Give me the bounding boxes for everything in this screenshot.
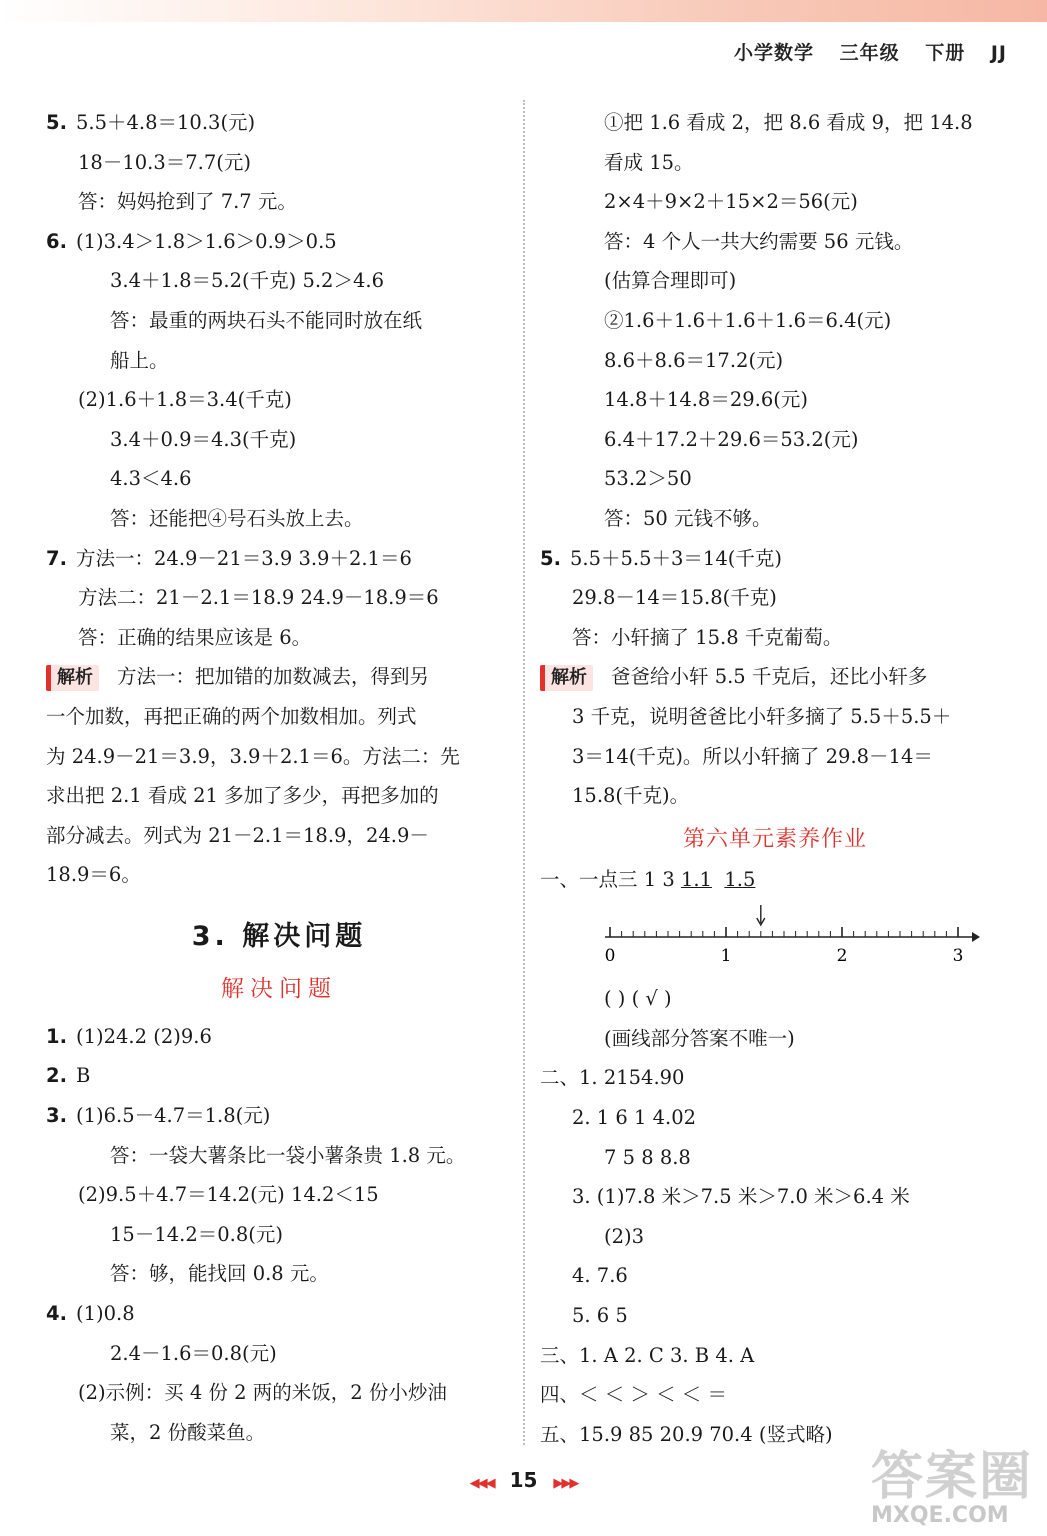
- answer-line: 5. 6 5: [572, 1304, 628, 1328]
- answer-line: 答：50 元钱不够。: [604, 506, 772, 530]
- answer-line: 3. (1)7.8 米＞7.5 米＞7.0 米＞6.4 米: [572, 1185, 910, 1209]
- answer-line: 14.8＋14.8＝29.6(元): [604, 388, 808, 412]
- header-volume: 下册: [925, 42, 966, 64]
- page-header: [716, 38, 1007, 65]
- header-band: [0, 0, 1047, 22]
- page-number: 15: [509, 1468, 538, 1492]
- header-subject: 小学数学: [733, 42, 814, 64]
- analysis-tag: 解析: [46, 665, 99, 691]
- answer-line: 7 5 8 8.8: [604, 1145, 691, 1169]
- answer-line: 1. (1)24.2 (2)9.6: [46, 1024, 212, 1048]
- answer-line: 5. 5.5＋5.5＋3＝14(千克): [540, 546, 782, 570]
- number-line: [540, 899, 1010, 979]
- sub-title: 解决问题: [221, 975, 337, 1002]
- answer-line: 答：小轩摘了 15.8 千克葡萄。: [572, 625, 843, 649]
- answer-line: 18－10.3＝7.7(元): [78, 150, 251, 174]
- answer-line: 2.4－1.6＝0.8(元): [110, 1341, 277, 1365]
- answer-line: 2. 1 6 1 4.02: [572, 1106, 697, 1130]
- column-divider: [523, 100, 525, 1445]
- number-line-label: 3: [952, 946, 964, 967]
- underlined-answer: 1.1: [680, 867, 712, 891]
- analysis-line: 15.8(千克)。: [572, 784, 690, 808]
- answer-line: 8.6＋8.6＝17.2(元): [604, 348, 784, 372]
- answer-line: 答：一袋大薯条比一袋小薯条贵 1.8 元。: [110, 1143, 466, 1167]
- answer-line: 4.3＜4.6: [110, 467, 192, 491]
- left-column: [46, 103, 512, 1452]
- answer-line: 船上。: [110, 348, 169, 372]
- answer-line: 29.8－14＝15.8(千克): [572, 586, 777, 610]
- answer-line: 4. 7.6: [572, 1264, 628, 1288]
- analysis-line: 解析 方法一：把加错的加数减去，得到另: [46, 657, 512, 697]
- answer-line: 7. 方法一：24.9－21＝3.9 3.9＋2.1＝6: [46, 546, 412, 570]
- answer-line: 答：还能把④号石头放上去。: [110, 506, 364, 530]
- answer-line: 看成 15。: [604, 150, 694, 174]
- answer-line: (2)3: [604, 1224, 645, 1248]
- answer-line: 三、1. A 2. C 3. B 4. A: [540, 1343, 755, 1367]
- analysis-line: 解析 爸爸给小轩 5.5 千克后，还比小轩多: [540, 657, 1010, 697]
- analysis-line: 3 千克，说明爸爸比小轩多摘了 5.5＋5.5＋: [572, 704, 952, 728]
- number-line-svg: [600, 899, 980, 979]
- answer-line: 答：4 个人一共大约需要 56 元钱。: [604, 229, 914, 253]
- underlined-answer: 1.5: [724, 867, 756, 891]
- answer-line: (2)示例：买 4 份 2 两的米饭，2 份小炒油: [78, 1381, 447, 1405]
- analysis-tag: 解析: [540, 665, 593, 691]
- answer-line: 15－14.2＝0.8(元): [110, 1222, 283, 1246]
- answer-line: 五、15.9 85 20.9 70.4 (竖式略): [540, 1422, 833, 1446]
- answer-line: 3.4＋0.9＝4.3(千克): [110, 427, 297, 451]
- answer-line: 方法二：21－2.1＝18.9 24.9－18.9＝6: [78, 586, 439, 610]
- answer-line: 一、一点三 1 3 1.1 1.5: [540, 867, 756, 891]
- prev-arrows-icon: ◀◀◀: [469, 1476, 494, 1491]
- answer-line: ①把 1.6 看成 2，把 8.6 看成 9，把 14.8: [604, 111, 973, 134]
- answer-line: 3. (1)6.5－4.7＝1.8(元): [46, 1104, 271, 1128]
- answer-line: 二、1. 2154.90: [540, 1066, 685, 1090]
- answer-line: 6.4＋17.2＋29.6＝53.2(元): [604, 427, 859, 451]
- analysis-line: 部分减去。列式为 21－2.1＝18.9，24.9－: [46, 823, 429, 847]
- answer-line: 2. B: [46, 1064, 91, 1088]
- number-line-label: 2: [836, 946, 848, 967]
- number-line-ticks: [610, 927, 958, 937]
- answer-line: 答：妈妈抢到了 7.7 元。: [78, 190, 297, 214]
- answer-line: 5. 5.5＋4.8＝10.3(元): [46, 111, 256, 134]
- analysis-line: 求出把 2.1 看成 21 多加了多少，再把多加的: [46, 784, 439, 808]
- answer-line: 2×4＋9×2＋15×2＝56(元): [604, 190, 858, 214]
- answer-line: 四、＜ ＜ ＞ ＜ ＜ ＝: [540, 1383, 727, 1407]
- answer-line: 6. (1)3.4＞1.8＞1.6＞0.9＞0.5: [46, 229, 337, 253]
- analysis-line: 为 24.9－21＝3.9，3.9＋2.1＝6。方法二：先: [46, 744, 460, 768]
- section-title: 3. 解决问题: [191, 920, 367, 952]
- right-column: [540, 103, 1010, 1454]
- answer-line: 3.4＋1.8＝5.2(千克) 5.2＞4.6: [110, 269, 384, 293]
- answer-note: (画线部分答案不唯一): [604, 1026, 795, 1050]
- answer-line: 答：正确的结果应该是 6。: [78, 625, 312, 649]
- answer-line: (估算合理即可): [604, 269, 737, 293]
- answer-line: ②1.6＋1.6＋1.6＋1.6＝6.4(元): [604, 308, 892, 332]
- watermark-logo: 答案圈 MXQE.COM: [870, 1447, 1033, 1528]
- answer-line: 菜，2 份酸菜鱼。: [110, 1420, 266, 1444]
- answer-line: (2)9.5＋4.7＝14.2(元) 14.2＜15: [78, 1183, 379, 1207]
- answer-line: ( ) ( √ ): [604, 987, 672, 1011]
- header-grade: 三年级: [839, 42, 900, 64]
- analysis-line: 一个加数，再把正确的两个加数相加。列式: [46, 704, 417, 728]
- next-arrows-icon: ▶▶▶: [553, 1476, 578, 1491]
- number-line-marker: [757, 905, 765, 925]
- analysis-line: 3＝14(千克)。所以小轩摘了 29.8－14＝: [572, 744, 933, 768]
- answer-line: 4. (1)0.8: [46, 1302, 135, 1326]
- answer-line: (2)1.6＋1.8＝3.4(千克): [78, 388, 292, 412]
- number-line-arrowhead: [972, 932, 980, 942]
- answer-line: 答：最重的两块石头不能同时放在纸: [110, 308, 423, 332]
- unit-title: 第六单元素养作业: [682, 826, 867, 852]
- answer-line: 答：够，能找回 0.8 元。: [110, 1262, 329, 1286]
- analysis-line: 18.9＝6。: [46, 863, 141, 887]
- number-line-label: 1: [720, 946, 732, 967]
- answer-line: 53.2＞50: [604, 467, 692, 491]
- number-line-label: 0: [604, 946, 616, 967]
- header-edition: JJ: [990, 42, 1007, 64]
